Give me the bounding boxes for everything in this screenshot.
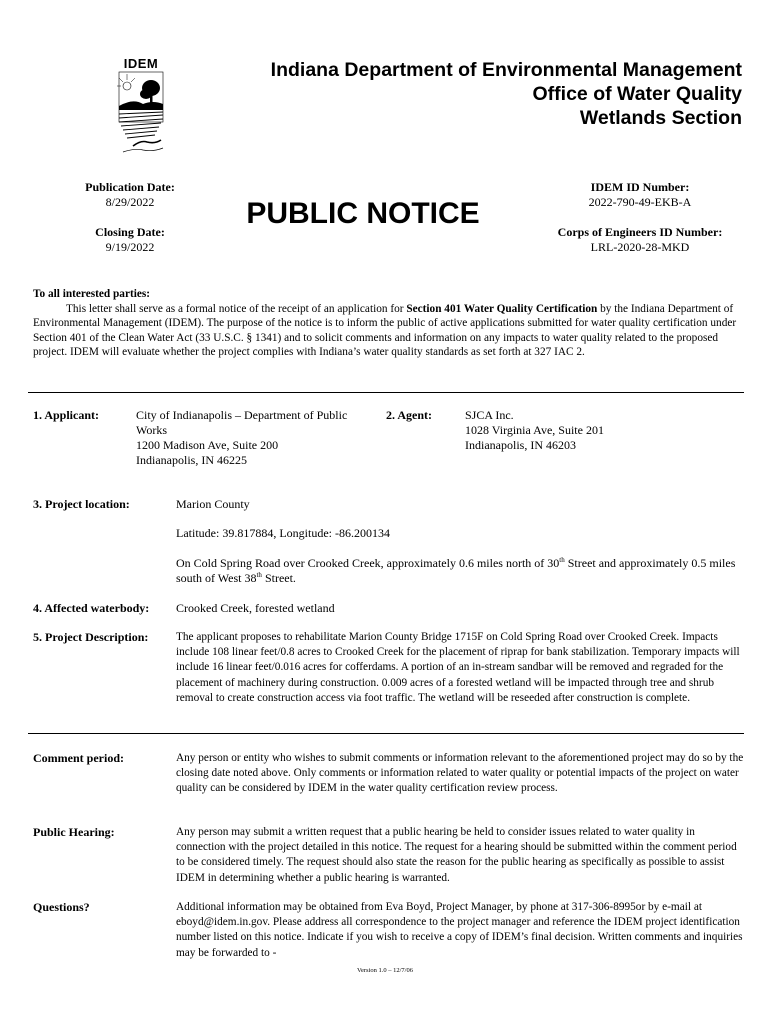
agency-name: Indiana Department of Environmental Management: [270, 59, 742, 81]
questions-label: Questions?: [33, 900, 90, 914]
agent-line: 1028 Virginia Ave, Suite 201: [465, 423, 604, 437]
corps-id-label: Corps of Engineers ID Number:: [557, 225, 723, 239]
office-name: Office of Water Quality: [532, 83, 742, 105]
location-sup: th: [559, 556, 565, 564]
intro-text-b: by the Indiana Department of Environmental Management (IDEM). The purpose of the notice is to inform the public of active applications submitted for water quality certification under Section 401 of the Clean Water Act (33 U.S.C. § 1341) and to solicit comments and information on any impacts to water quality related to the proposed project. IDEM will evaluate whether the project complies with Indiana’s water quality standards as set forth at 327 IAC 2.: [33, 302, 737, 359]
public-hearing-label: Public Hearing:: [33, 825, 115, 839]
location-sup: th: [256, 571, 262, 579]
applicant-line: City of Indianapolis – Department of Public: [136, 408, 348, 422]
idem-logo: [113, 56, 169, 160]
agency-header: [182, 58, 742, 130]
public-hearing-value: Any person may submit a written request that a public hearing be held to consider issues related to water quality in connection with the project detailed in this notice. The request for a hearing should be submitted within the comment period to be considered timely. The request should also state the reason for the public hearing as specifically as possible to assist IDEM in determining whether a public hearing is warranted.: [176, 826, 737, 884]
location-desc-b: Street and approximately 0.5 miles south of West 38: [176, 556, 736, 585]
applicant-block: [136, 408, 376, 468]
description-label: 5. Project Description:: [33, 630, 149, 644]
waterbody-value: Crooked Creek, forested wetland: [176, 601, 335, 615]
waterbody-label: 4. Affected waterbody:: [33, 601, 150, 615]
corps-id-value: LRL-2020-28-MKD: [590, 240, 690, 254]
section-name: Wetlands Section: [579, 107, 742, 129]
intro-text-bold: Section 401 Water Quality Certification: [406, 302, 598, 315]
applicant-line: 1200 Madison Ave, Suite 200: [136, 438, 279, 452]
logo-wordmark: IDEM: [123, 56, 159, 71]
location-description: [176, 556, 746, 586]
version-footer: Version 1.0 – 12/7/06: [357, 967, 413, 974]
applicant-line: Works: [136, 423, 168, 437]
agent-line: SJCA Inc.: [465, 408, 514, 422]
applicant-line: Indianapolis, IN 46225: [136, 453, 247, 467]
location-county: Marion County: [176, 497, 250, 511]
publication-date-label: Publication Date:: [85, 180, 175, 194]
section-divider: [28, 733, 744, 734]
location-coords: Latitude: 39.817884, Longitude: -86.200134: [176, 526, 390, 540]
intro-paragraph: [33, 302, 745, 360]
questions-value: Additional information may be obtained from Eva Boyd, Project Manager, by phone at 317-306-8995or by e-mail at eboyd@idem.in.gov. Please address all correspondence to the project manager and reference the IDEM project identification number listed on this notice. Indicate if you wish to receive a copy of IDEM’s final decision. Written comments and inquiries may be forwarded to -: [176, 901, 743, 959]
location-desc-c: Street.: [261, 571, 296, 585]
agent-block: [465, 408, 725, 453]
agent-line: Indianapolis, IN 46203: [465, 438, 576, 452]
publication-date-value: 8/29/2022: [105, 195, 155, 209]
intro-heading: To all interested parties:: [33, 288, 151, 300]
section-divider: [28, 392, 744, 393]
location-label: 3. Project location:: [33, 497, 130, 511]
comment-period-value: Any person or entity who wishes to submit comments or information relevant to the aforementioned project may do so by the closing date noted above. Only comments or information related to water quality or potential impacts of the project on water quality can be considered by IDEM in the water quality certification review process.: [176, 752, 744, 795]
location-desc-a: On Cold Spring Road over Crooked Creek, approximately 0.6 miles north of 30: [176, 556, 560, 570]
comment-period-label: Comment period:: [33, 751, 124, 765]
page-title: PUBLIC NOTICE: [246, 197, 480, 230]
applicant-label: 1. Applicant:: [33, 408, 100, 422]
closing-date-value: 9/19/2022: [105, 240, 155, 254]
intro-text-a: This letter shall serve as a formal notice of the receipt of an application for: [66, 302, 407, 315]
closing-date-label: Closing Date:: [95, 225, 165, 239]
intro-section: [33, 287, 745, 360]
agent-label: 2. Agent:: [386, 408, 432, 422]
description-value: The applicant proposes to rehabilitate Marion County Bridge 1715F on Cold Spring Road over Crooked Creek. Impacts include 108 linear feet/0.8 acres to Crooked Creek for the placement of riprap for bank stabilization. Temporary impacts will include 16 linear feet/0.016 acres for cofferdams. A portion of an in-stream sandbar will be removed and regraded for the placement of machinery during construction. 0.009 acres of a forested wetland will be impacted through tree and shrub removal to create construction access via foot traffic. The wetland will be reseeded after construction is complete.: [176, 631, 740, 704]
idem-id-label: IDEM ID Number:: [590, 180, 690, 194]
idem-id-value: 2022-790-49-EKB-A: [588, 195, 692, 209]
landscape-icon: [113, 70, 169, 160]
